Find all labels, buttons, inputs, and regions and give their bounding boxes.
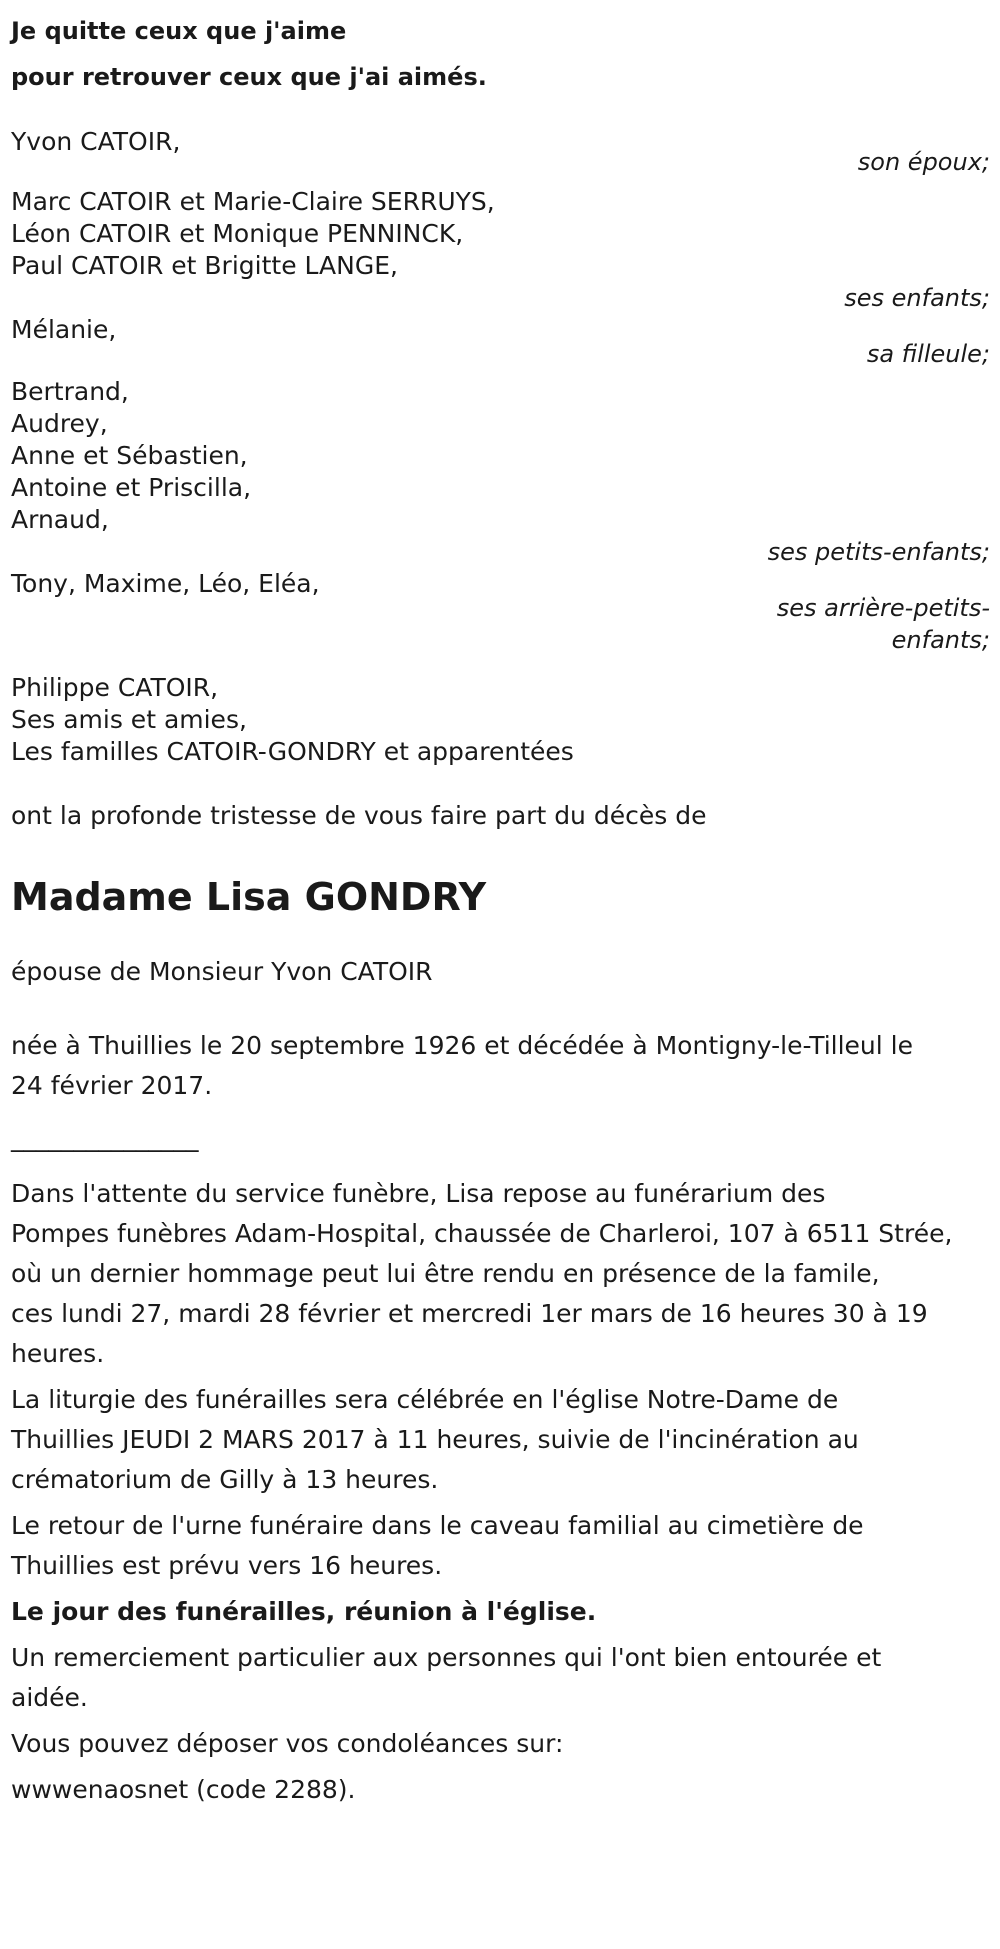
family-name-line: Paul CATOIR et Brigitte LANGE,	[11, 251, 398, 280]
family-name-line: Marc CATOIR et Marie-Claire SERRUYS,	[11, 187, 495, 216]
announcement-text: ont la profonde tristesse de vous faire part du décès de	[11, 801, 707, 830]
children-names	[11, 186, 990, 282]
family-name-line: Arnaud,	[11, 505, 109, 534]
family-name-line: Yvon CATOIR,	[11, 127, 181, 156]
family-name-line: Anne et Sébastien,	[11, 441, 248, 470]
family-name-line: Tony, Maxime, Léo, Eléa,	[11, 569, 320, 598]
deceased-name: Madame Lisa GONDRY	[11, 875, 487, 919]
spouse-of-text: épouse de Monsieur Yvon CATOIR	[11, 957, 433, 986]
family-name-line: Léon CATOIR et Monique PENNINCK,	[11, 219, 464, 248]
family-name-line: Antoine et Priscilla,	[11, 473, 252, 502]
role-label: ses enfants;	[844, 284, 990, 312]
paragraph-line: Un remerciement particulier aux personnes qui l'ont bien entourée et	[11, 1643, 882, 1672]
paragraph-line: Thuillies JEUDI 2 MARS 2017 à 11 heures, suivie de l'incinération au	[11, 1425, 859, 1454]
paragraph-line: La liturgie des funérailles sera célébrée en l'église Notre-Dame de	[11, 1385, 839, 1414]
family-name-line: Philippe CATOIR,	[11, 673, 219, 702]
paragraph-line: Thuillies est prévu vers 16 heures.	[11, 1551, 443, 1580]
paragraph-line: crématorium de Gilly à 13 heures.	[11, 1465, 439, 1494]
paragraph-line: heures.	[11, 1339, 105, 1368]
thanks-paragraph	[11, 1638, 990, 1718]
paragraph-line: Dans l'attente du service funèbre, Lisa repose au funérarium des	[11, 1179, 826, 1208]
separator-line: _______________	[11, 1123, 199, 1152]
dates-line: née à Thuillies le 20 septembre 1926 et décédée à Montigny-le-Tilleul le	[11, 1031, 913, 1060]
quote-line: Je quitte ceux que j'aime	[11, 17, 347, 45]
role-label: enfants;	[891, 626, 990, 654]
role-label: ses arrière-petits-	[776, 594, 990, 622]
condolences-intro: Vous pouvez déposer vos condoléances sur:	[11, 1729, 564, 1758]
urn-paragraph	[11, 1506, 990, 1586]
role-label: sa filleule;	[866, 340, 990, 368]
grandchildren-names	[11, 376, 990, 536]
dates-line: 24 février 2017.	[11, 1071, 213, 1100]
paragraph-line: où un dernier hommage peut lui être rendu en présence de la famile,	[11, 1259, 880, 1288]
role-label: ses petits-enfants;	[767, 538, 990, 566]
paragraph-line: ces lundi 27, mardi 28 février et mercredi 1er mars de 16 heures 30 à 19	[11, 1299, 928, 1328]
family-name-line: Audrey,	[11, 409, 108, 438]
condolences-site: wwwenaosnet (code 2288).	[11, 1775, 356, 1804]
family-name-line: Ses amis et amies,	[11, 705, 247, 734]
family-name-line: Les familles CATOIR-GONDRY et apparentées	[11, 737, 574, 766]
liturgy-paragraph	[11, 1380, 990, 1500]
goddaughter-role	[11, 334, 990, 374]
family-name-line: Bertrand,	[11, 377, 129, 406]
paragraph-line: Pompes funèbres Adam-Hospital, chaussée de Charleroi, 107 à 6511 Strée,	[11, 1219, 953, 1248]
paragraph-line: aidée.	[11, 1683, 88, 1712]
birth-death-dates	[11, 1026, 990, 1106]
paragraph-line: Le retour de l'urne funéraire dans le caveau familial au cimetière de	[11, 1511, 864, 1540]
quote-line: pour retrouver ceux que j'ai aimés.	[11, 63, 487, 91]
viewing-paragraph	[11, 1174, 990, 1374]
family-name-line: Mélanie,	[11, 315, 117, 344]
opening-quote	[11, 8, 990, 100]
role-label: son époux;	[857, 148, 990, 176]
other-mourners	[11, 672, 990, 768]
meeting-note: Le jour des funérailles, réunion à l'église.	[11, 1597, 597, 1626]
